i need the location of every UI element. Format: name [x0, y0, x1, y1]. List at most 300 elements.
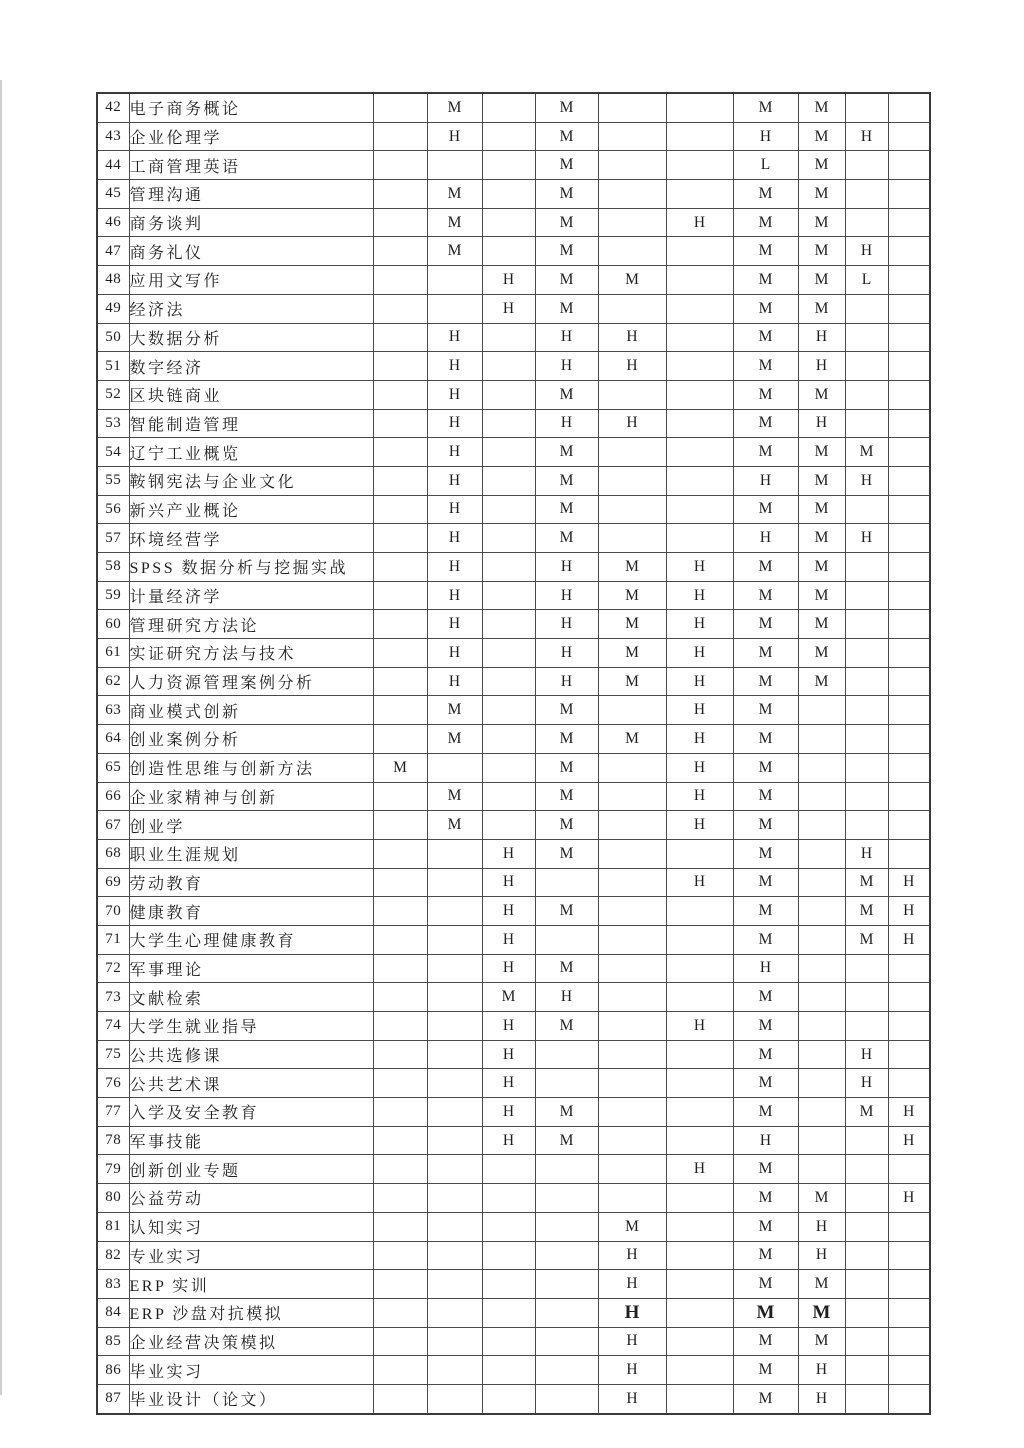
- row-number-cell: 60: [97, 610, 129, 639]
- matrix-value-cell: M: [733, 1270, 798, 1299]
- matrix-value-cell: [798, 811, 845, 840]
- matrix-value-cell: [888, 352, 930, 381]
- matrix-value-cell: M: [535, 466, 598, 495]
- matrix-value-cell: [888, 122, 930, 151]
- matrix-value-cell: H: [427, 409, 482, 438]
- table-row: [97, 725, 930, 754]
- matrix-value-cell: M: [733, 553, 798, 582]
- matrix-value-cell: [888, 409, 930, 438]
- matrix-value-cell: M: [798, 524, 845, 553]
- matrix-value-cell: [482, 1270, 535, 1299]
- table-row: [97, 438, 930, 467]
- matrix-value-cell: M: [427, 782, 482, 811]
- matrix-value-cell: [373, 1212, 427, 1241]
- matrix-value-cell: H: [535, 553, 598, 582]
- matrix-value-cell: M: [733, 294, 798, 323]
- table-row: [97, 839, 930, 868]
- matrix-value-cell: [666, 1327, 733, 1356]
- table-row: [97, 294, 930, 323]
- course-name-cell: 数字经济: [129, 352, 373, 381]
- matrix-value-cell: H: [482, 1040, 535, 1069]
- matrix-value-cell: H: [666, 811, 733, 840]
- matrix-value-cell: H: [598, 1298, 666, 1327]
- course-matrix-body: [97, 93, 930, 1414]
- matrix-value-cell: [373, 495, 427, 524]
- matrix-value-cell: [666, 93, 733, 122]
- matrix-value-cell: H: [845, 524, 888, 553]
- matrix-value-cell: [666, 925, 733, 954]
- matrix-value-cell: [888, 983, 930, 1012]
- course-name-cell: 实证研究方法与技术: [129, 639, 373, 668]
- matrix-value-cell: M: [798, 667, 845, 696]
- matrix-value-cell: [845, 725, 888, 754]
- matrix-value-cell: [482, 553, 535, 582]
- matrix-value-cell: [482, 438, 535, 467]
- course-name-cell: 经济法: [129, 294, 373, 323]
- matrix-value-cell: M: [733, 323, 798, 352]
- matrix-value-cell: [535, 1069, 598, 1098]
- matrix-value-cell: [482, 524, 535, 553]
- matrix-value-cell: M: [535, 294, 598, 323]
- matrix-value-cell: H: [482, 1012, 535, 1041]
- table-row: [97, 1155, 930, 1184]
- matrix-value-cell: [666, 983, 733, 1012]
- matrix-value-cell: M: [733, 581, 798, 610]
- matrix-value-cell: [888, 1069, 930, 1098]
- matrix-value-cell: M: [798, 466, 845, 495]
- matrix-value-cell: H: [427, 323, 482, 352]
- matrix-value-cell: H: [427, 639, 482, 668]
- matrix-value-cell: [427, 1327, 482, 1356]
- matrix-value-cell: M: [845, 1098, 888, 1127]
- matrix-value-cell: [482, 323, 535, 352]
- course-name-cell: ERP 实训: [129, 1270, 373, 1299]
- matrix-value-cell: M: [733, 1069, 798, 1098]
- matrix-value-cell: M: [535, 696, 598, 725]
- matrix-value-cell: M: [733, 1356, 798, 1385]
- matrix-value-cell: [598, 897, 666, 926]
- course-name-cell: 商业模式创新: [129, 696, 373, 725]
- matrix-value-cell: M: [733, 1241, 798, 1270]
- matrix-value-cell: [482, 782, 535, 811]
- matrix-value-cell: [598, 696, 666, 725]
- matrix-value-cell: [598, 782, 666, 811]
- table-row: [97, 610, 930, 639]
- matrix-value-cell: H: [666, 667, 733, 696]
- matrix-value-cell: [482, 725, 535, 754]
- matrix-value-cell: [845, 1012, 888, 1041]
- matrix-value-cell: H: [733, 524, 798, 553]
- matrix-value-cell: H: [482, 839, 535, 868]
- matrix-value-cell: [845, 93, 888, 122]
- matrix-value-cell: H: [888, 897, 930, 926]
- course-name-cell: 毕业设计（论文）: [129, 1384, 373, 1413]
- matrix-value-cell: H: [733, 1126, 798, 1155]
- matrix-value-cell: M: [598, 553, 666, 582]
- row-number-cell: 45: [97, 180, 129, 209]
- matrix-value-cell: [373, 639, 427, 668]
- matrix-value-cell: M: [598, 667, 666, 696]
- matrix-value-cell: [482, 466, 535, 495]
- table-row: [97, 1012, 930, 1041]
- matrix-value-cell: [598, 753, 666, 782]
- matrix-value-cell: [888, 1270, 930, 1299]
- matrix-value-cell: [373, 839, 427, 868]
- matrix-value-cell: M: [845, 925, 888, 954]
- matrix-value-cell: M: [535, 151, 598, 180]
- course-name-cell: SPSS 数据分析与挖掘实战: [129, 553, 373, 582]
- matrix-value-cell: M: [535, 524, 598, 553]
- matrix-value-cell: [845, 151, 888, 180]
- table-row: [97, 811, 930, 840]
- matrix-value-cell: M: [733, 639, 798, 668]
- matrix-value-cell: M: [535, 725, 598, 754]
- matrix-value-cell: [373, 1184, 427, 1213]
- matrix-value-cell: [666, 294, 733, 323]
- matrix-value-cell: [373, 897, 427, 926]
- row-number-cell: 87: [97, 1384, 129, 1413]
- matrix-value-cell: [427, 1356, 482, 1385]
- row-number-cell: 42: [97, 93, 129, 122]
- course-name-cell: 计量经济学: [129, 581, 373, 610]
- matrix-value-cell: [845, 639, 888, 668]
- matrix-value-cell: [845, 1356, 888, 1385]
- matrix-value-cell: [535, 1298, 598, 1327]
- matrix-value-cell: M: [535, 495, 598, 524]
- table-row: [97, 524, 930, 553]
- matrix-value-cell: [845, 1327, 888, 1356]
- matrix-value-cell: [373, 1069, 427, 1098]
- matrix-value-cell: [373, 122, 427, 151]
- matrix-value-cell: M: [535, 208, 598, 237]
- matrix-value-cell: [373, 954, 427, 983]
- matrix-value-cell: H: [427, 581, 482, 610]
- matrix-value-cell: [482, 639, 535, 668]
- matrix-value-cell: [798, 1098, 845, 1127]
- matrix-value-cell: [373, 1040, 427, 1069]
- matrix-value-cell: M: [798, 294, 845, 323]
- course-name-cell: 公共选修课: [129, 1040, 373, 1069]
- row-number-cell: 65: [97, 753, 129, 782]
- matrix-value-cell: [888, 782, 930, 811]
- table-row: [97, 1327, 930, 1356]
- matrix-value-cell: H: [798, 1356, 845, 1385]
- matrix-value-cell: H: [598, 409, 666, 438]
- matrix-value-cell: [888, 1384, 930, 1413]
- table-row: [97, 1040, 930, 1069]
- matrix-value-cell: M: [373, 753, 427, 782]
- table-row: [97, 1212, 930, 1241]
- table-row: [97, 1098, 930, 1127]
- matrix-value-cell: [888, 466, 930, 495]
- matrix-value-cell: [798, 1069, 845, 1098]
- matrix-value-cell: [427, 925, 482, 954]
- table-row: [97, 93, 930, 122]
- matrix-value-cell: M: [427, 237, 482, 266]
- row-number-cell: 57: [97, 524, 129, 553]
- course-name-cell: 创业学: [129, 811, 373, 840]
- matrix-value-cell: [598, 380, 666, 409]
- course-name-cell: 认知实习: [129, 1212, 373, 1241]
- matrix-value-cell: H: [427, 495, 482, 524]
- matrix-value-cell: [798, 1012, 845, 1041]
- matrix-value-cell: [427, 1212, 482, 1241]
- matrix-value-cell: M: [598, 581, 666, 610]
- matrix-value-cell: [373, 266, 427, 295]
- matrix-value-cell: [535, 1155, 598, 1184]
- matrix-value-cell: [482, 581, 535, 610]
- matrix-value-cell: [798, 897, 845, 926]
- course-name-cell: 公益劳动: [129, 1184, 373, 1213]
- matrix-value-cell: [535, 1212, 598, 1241]
- matrix-value-cell: M: [733, 811, 798, 840]
- matrix-value-cell: [598, 983, 666, 1012]
- matrix-value-cell: [666, 122, 733, 151]
- table-row: [97, 868, 930, 897]
- matrix-value-cell: H: [798, 409, 845, 438]
- matrix-value-cell: [888, 639, 930, 668]
- matrix-value-cell: [373, 93, 427, 122]
- table-row: [97, 639, 930, 668]
- matrix-value-cell: [888, 667, 930, 696]
- table-row: [97, 782, 930, 811]
- table-row: [97, 122, 930, 151]
- matrix-value-cell: [888, 811, 930, 840]
- row-number-cell: 76: [97, 1069, 129, 1098]
- matrix-value-cell: L: [733, 151, 798, 180]
- matrix-value-cell: [666, 352, 733, 381]
- matrix-value-cell: [598, 1184, 666, 1213]
- matrix-value-cell: [482, 409, 535, 438]
- matrix-value-cell: [373, 581, 427, 610]
- matrix-value-cell: [798, 839, 845, 868]
- matrix-value-cell: [482, 1384, 535, 1413]
- matrix-value-cell: [666, 1356, 733, 1385]
- matrix-value-cell: H: [598, 1356, 666, 1385]
- matrix-value-cell: [373, 1384, 427, 1413]
- matrix-value-cell: M: [733, 983, 798, 1012]
- matrix-value-cell: M: [733, 237, 798, 266]
- matrix-value-cell: [845, 1212, 888, 1241]
- table-row: [97, 409, 930, 438]
- row-number-cell: 54: [97, 438, 129, 467]
- table-row: [97, 208, 930, 237]
- matrix-value-cell: M: [798, 266, 845, 295]
- matrix-value-cell: M: [733, 438, 798, 467]
- row-number-cell: 64: [97, 725, 129, 754]
- course-name-cell: 电子商务概论: [129, 93, 373, 122]
- course-name-cell: 商务谈判: [129, 208, 373, 237]
- course-name-cell: 工商管理英语: [129, 151, 373, 180]
- matrix-value-cell: M: [535, 122, 598, 151]
- row-number-cell: 70: [97, 897, 129, 926]
- matrix-value-cell: H: [666, 782, 733, 811]
- matrix-value-cell: [845, 1384, 888, 1413]
- matrix-value-cell: [427, 839, 482, 868]
- row-number-cell: 62: [97, 667, 129, 696]
- matrix-value-cell: M: [427, 696, 482, 725]
- matrix-value-cell: [373, 323, 427, 352]
- matrix-value-cell: M: [535, 897, 598, 926]
- row-number-cell: 72: [97, 954, 129, 983]
- matrix-value-cell: M: [535, 237, 598, 266]
- matrix-value-cell: M: [733, 925, 798, 954]
- matrix-value-cell: M: [733, 180, 798, 209]
- matrix-value-cell: M: [535, 753, 598, 782]
- matrix-value-cell: [427, 1040, 482, 1069]
- matrix-value-cell: H: [535, 352, 598, 381]
- matrix-value-cell: [482, 1155, 535, 1184]
- course-name-cell: 创造性思维与创新方法: [129, 753, 373, 782]
- matrix-value-cell: [888, 1212, 930, 1241]
- matrix-value-cell: M: [598, 725, 666, 754]
- table-row: [97, 983, 930, 1012]
- matrix-value-cell: H: [798, 323, 845, 352]
- matrix-value-cell: [482, 1212, 535, 1241]
- matrix-value-cell: M: [535, 1098, 598, 1127]
- matrix-value-cell: M: [535, 811, 598, 840]
- matrix-value-cell: [482, 1241, 535, 1270]
- course-name-cell: 文献检索: [129, 983, 373, 1012]
- matrix-value-cell: H: [845, 1069, 888, 1098]
- matrix-value-cell: H: [888, 868, 930, 897]
- matrix-value-cell: M: [733, 1212, 798, 1241]
- matrix-value-cell: H: [535, 610, 598, 639]
- matrix-value-cell: [666, 409, 733, 438]
- row-number-cell: 74: [97, 1012, 129, 1041]
- matrix-value-cell: M: [733, 266, 798, 295]
- matrix-value-cell: M: [798, 122, 845, 151]
- matrix-value-cell: H: [482, 266, 535, 295]
- matrix-value-cell: H: [535, 667, 598, 696]
- matrix-value-cell: H: [888, 925, 930, 954]
- table-row: [97, 1270, 930, 1299]
- matrix-value-cell: H: [598, 1384, 666, 1413]
- matrix-value-cell: [845, 696, 888, 725]
- matrix-value-cell: [845, 667, 888, 696]
- row-number-cell: 67: [97, 811, 129, 840]
- matrix-value-cell: [598, 93, 666, 122]
- row-number-cell: 44: [97, 151, 129, 180]
- matrix-value-cell: H: [666, 696, 733, 725]
- matrix-value-cell: [482, 122, 535, 151]
- course-name-cell: ERP 沙盘对抗模拟: [129, 1298, 373, 1327]
- matrix-value-cell: [598, 237, 666, 266]
- matrix-value-cell: [798, 1155, 845, 1184]
- matrix-value-cell: M: [733, 667, 798, 696]
- matrix-value-cell: M: [798, 93, 845, 122]
- matrix-value-cell: H: [845, 1040, 888, 1069]
- matrix-value-cell: [845, 1241, 888, 1270]
- course-name-cell: 商务礼仪: [129, 237, 373, 266]
- matrix-value-cell: H: [482, 1126, 535, 1155]
- row-number-cell: 49: [97, 294, 129, 323]
- matrix-value-cell: [845, 1270, 888, 1299]
- row-number-cell: 46: [97, 208, 129, 237]
- matrix-value-cell: [427, 266, 482, 295]
- table-row: [97, 380, 930, 409]
- matrix-value-cell: [373, 438, 427, 467]
- matrix-value-cell: M: [535, 782, 598, 811]
- matrix-value-cell: [888, 495, 930, 524]
- matrix-value-cell: H: [666, 639, 733, 668]
- matrix-value-cell: [373, 1012, 427, 1041]
- matrix-value-cell: M: [535, 93, 598, 122]
- course-name-cell: 大数据分析: [129, 323, 373, 352]
- matrix-value-cell: H: [845, 122, 888, 151]
- row-number-cell: 75: [97, 1040, 129, 1069]
- matrix-value-cell: H: [666, 725, 733, 754]
- row-number-cell: 61: [97, 639, 129, 668]
- matrix-value-cell: [666, 1298, 733, 1327]
- matrix-value-cell: [888, 753, 930, 782]
- matrix-value-cell: [535, 1327, 598, 1356]
- matrix-value-cell: [598, 495, 666, 524]
- course-name-cell: 鞍钢宪法与企业文化: [129, 466, 373, 495]
- matrix-value-cell: H: [427, 380, 482, 409]
- matrix-value-cell: M: [733, 495, 798, 524]
- table-row: [97, 1184, 930, 1213]
- scan-edge-artifact: [0, 80, 2, 1395]
- course-name-cell: 创新创业专题: [129, 1155, 373, 1184]
- course-name-cell: 大学生心理健康教育: [129, 925, 373, 954]
- matrix-value-cell: M: [733, 753, 798, 782]
- matrix-value-cell: [427, 1184, 482, 1213]
- matrix-value-cell: H: [798, 1384, 845, 1413]
- matrix-value-cell: [598, 466, 666, 495]
- row-number-cell: 84: [97, 1298, 129, 1327]
- row-number-cell: 51: [97, 352, 129, 381]
- matrix-value-cell: [845, 553, 888, 582]
- matrix-value-cell: [845, 1126, 888, 1155]
- table-row: [97, 1126, 930, 1155]
- matrix-value-cell: H: [427, 352, 482, 381]
- matrix-value-cell: [427, 954, 482, 983]
- course-name-cell: 健康教育: [129, 897, 373, 926]
- course-name-cell: 人力资源管理案例分析: [129, 667, 373, 696]
- table-row: [97, 667, 930, 696]
- matrix-value-cell: H: [798, 1212, 845, 1241]
- matrix-value-cell: [666, 839, 733, 868]
- row-number-cell: 52: [97, 380, 129, 409]
- matrix-value-cell: M: [535, 839, 598, 868]
- matrix-value-cell: [427, 1012, 482, 1041]
- row-number-cell: 78: [97, 1126, 129, 1155]
- matrix-value-cell: [798, 782, 845, 811]
- row-number-cell: 73: [97, 983, 129, 1012]
- matrix-value-cell: M: [733, 897, 798, 926]
- row-number-cell: 63: [97, 696, 129, 725]
- row-number-cell: 83: [97, 1270, 129, 1299]
- matrix-value-cell: M: [733, 1155, 798, 1184]
- matrix-value-cell: M: [733, 380, 798, 409]
- matrix-value-cell: [373, 725, 427, 754]
- row-number-cell: 50: [97, 323, 129, 352]
- matrix-value-cell: [373, 524, 427, 553]
- matrix-value-cell: [373, 1126, 427, 1155]
- matrix-value-cell: M: [427, 93, 482, 122]
- matrix-value-cell: [798, 954, 845, 983]
- matrix-value-cell: M: [798, 237, 845, 266]
- matrix-value-cell: M: [845, 868, 888, 897]
- matrix-value-cell: [666, 1126, 733, 1155]
- matrix-value-cell: [666, 266, 733, 295]
- table-row: [97, 1356, 930, 1385]
- matrix-value-cell: H: [598, 352, 666, 381]
- row-number-cell: 68: [97, 839, 129, 868]
- matrix-value-cell: [373, 868, 427, 897]
- table-row: [97, 925, 930, 954]
